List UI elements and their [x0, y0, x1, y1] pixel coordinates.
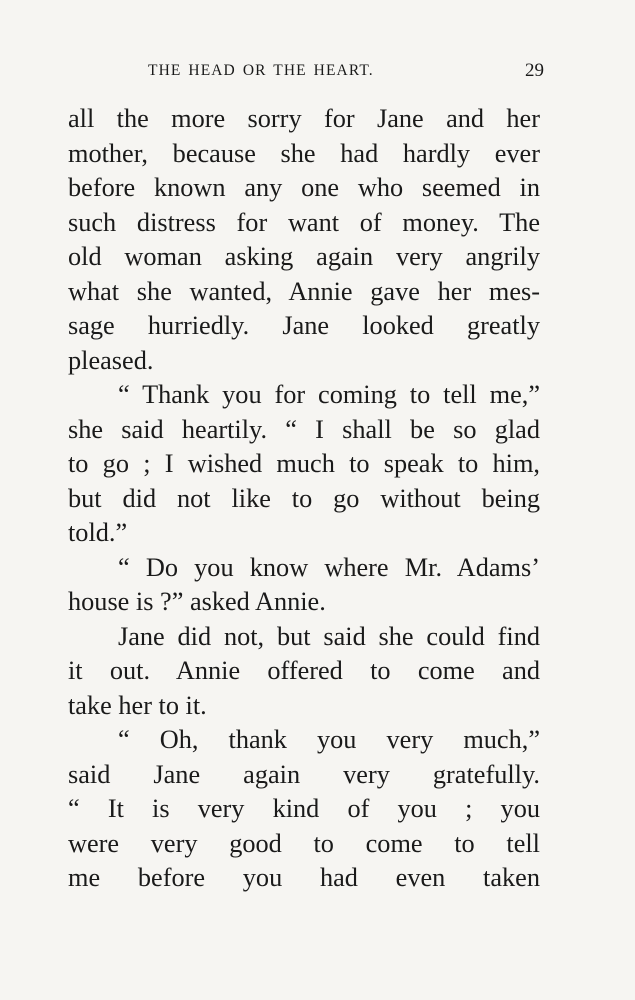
page-header: [68, 62, 544, 86]
text-line: “ It is very kind of you ; you: [68, 794, 540, 823]
text-line: what she wanted, Annie gave her mes-: [68, 276, 540, 306]
text-line: but did not like to go without being: [68, 483, 540, 513]
text-line: it out. Annie offered to come and: [68, 656, 540, 685]
text-line: before known any one who seemed in: [68, 173, 540, 202]
text-line: all the more sorry for Jane and her: [68, 104, 540, 133]
text-line: house is ?” asked Annie.: [68, 587, 326, 616]
text-line: “ Do you know where Mr. Adams’: [118, 552, 540, 582]
text-line: take her to it.: [68, 690, 207, 720]
text-line: told.”: [68, 518, 128, 547]
text-line: she said heartily. “ I shall be so glad: [68, 414, 540, 444]
running-head: THE HEAD OR THE HEART.: [148, 62, 374, 79]
text-line: said Jane again very gratefully.: [68, 759, 540, 789]
body-text: [68, 102, 540, 896]
text-line: were very good to come to tell: [68, 828, 540, 858]
text-line: to go ; I wished much to speak to him,: [68, 449, 540, 478]
text-line: Jane did not, but said she could find: [118, 621, 540, 651]
text-line: old woman asking again very angrily: [68, 242, 540, 271]
text-line: “ Thank you for coming to tell me,”: [118, 380, 540, 409]
text-line: “ Oh, thank you very much,”: [118, 725, 540, 754]
text-line: me before you had even taken: [68, 863, 540, 892]
text-line: such distress for want of money. The: [68, 207, 540, 237]
text-line: pleased.: [68, 345, 154, 375]
text-line: sage hurriedly. Jane looked greatly: [68, 311, 540, 340]
text-line: mother, because she had hardly ever: [68, 138, 540, 168]
page-number: 29: [525, 60, 544, 81]
